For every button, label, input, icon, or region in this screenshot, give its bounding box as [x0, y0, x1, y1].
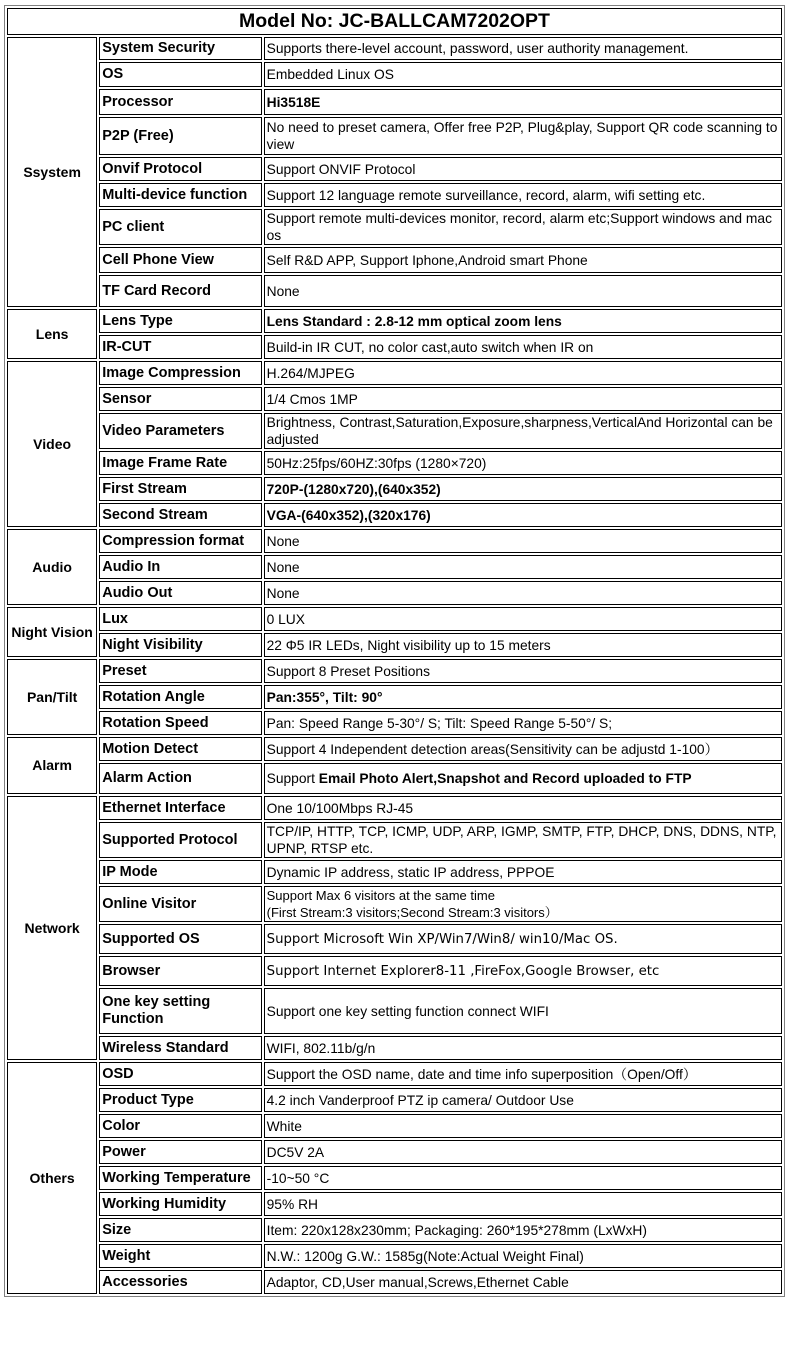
- spec-value: One 10/100Mbps RJ-45: [264, 796, 782, 820]
- spec-value: -10~50 °C: [264, 1166, 782, 1190]
- spec-label: Alarm Action: [99, 763, 261, 794]
- spec-row: [7, 157, 782, 181]
- spec-row: [7, 309, 782, 333]
- spec-label: Preset: [99, 659, 261, 683]
- spec-row: [7, 477, 782, 501]
- spec-value: Support 12 language remote surveillance, record, alarm, wifi setting etc.: [264, 183, 782, 207]
- spec-label: IR-CUT: [99, 335, 261, 359]
- spec-value: None: [264, 529, 782, 553]
- spec-label: Product Type: [99, 1088, 261, 1112]
- spec-value: None: [264, 275, 782, 307]
- spec-row: [7, 1088, 782, 1112]
- spec-value: None: [264, 581, 782, 605]
- spec-label: Sensor: [99, 387, 261, 411]
- spec-row: [7, 956, 782, 986]
- spec-row: [7, 822, 782, 858]
- spec-row: [7, 275, 782, 307]
- spec-label: Compression format: [99, 529, 261, 553]
- spec-row: [7, 413, 782, 449]
- spec-row: [7, 529, 782, 553]
- spec-value: 0 LUX: [264, 607, 782, 631]
- spec-label: Image Compression: [99, 361, 261, 385]
- spec-row: [7, 737, 782, 761]
- spec-label: Rotation Speed: [99, 711, 261, 735]
- spec-row: [7, 1036, 782, 1060]
- spec-label: System Security: [99, 37, 261, 60]
- spec-row: [7, 659, 782, 683]
- spec-row: [7, 924, 782, 954]
- spec-row: [7, 451, 782, 475]
- spec-value-emphasis: Email Photo Alert,Snapshot and Record uploaded to FTP: [318, 771, 692, 786]
- spec-value: 50Hz:25fps/60HZ:30fps (1280×720): [264, 451, 782, 475]
- spec-row: [7, 711, 782, 735]
- spec-row: [7, 387, 782, 411]
- spec-value: Hi3518E: [264, 89, 782, 115]
- spec-value: Self R&D APP, Support Iphone,Android smart Phone: [264, 247, 782, 273]
- spec-value: VGA-(640x352),(320x176): [264, 503, 782, 527]
- spec-value: Support 8 Preset Positions: [264, 659, 782, 683]
- spec-value: 720P-(1280x720),(640x352): [264, 477, 782, 501]
- spec-label: Power: [99, 1140, 261, 1164]
- section-label: Video: [7, 361, 97, 527]
- spec-row: [7, 886, 782, 922]
- spec-value: Support ONVIF Protocol: [264, 157, 782, 181]
- section-label: Network: [7, 796, 97, 1060]
- spec-row: [7, 89, 782, 115]
- spec-row: [7, 581, 782, 605]
- spec-value: N.W.: 1200g G.W.: 1585g(Note:Actual Weight Final): [264, 1244, 782, 1268]
- spec-value: Supports there-level account, password, user authority management.: [264, 37, 782, 60]
- spec-label: PC client: [99, 209, 261, 245]
- section-label: Pan/Tilt: [7, 659, 97, 735]
- spec-label: Supported OS: [99, 924, 261, 954]
- spec-value: Build-in IR CUT, no color cast,auto switch when IR on: [264, 335, 782, 359]
- spec-value: None: [264, 555, 782, 579]
- spec-label: TF Card Record: [99, 275, 261, 307]
- spec-value: 22 Φ5 IR LEDs, Night visibility up to 15 meters: [264, 633, 782, 657]
- spec-value: Support 4 Independent detection areas(Sensitivity can be adjustd 1-100）: [264, 737, 782, 761]
- spec-label: Motion Detect: [99, 737, 261, 761]
- spec-label: One key setting Function: [99, 988, 261, 1034]
- spec-value: Embedded Linux OS: [264, 62, 782, 87]
- spec-value: Support one key setting function connect WIFI: [264, 988, 782, 1034]
- spec-label: Color: [99, 1114, 261, 1138]
- spec-value: 95% RH: [264, 1192, 782, 1216]
- section-label: Lens: [7, 309, 97, 359]
- spec-row: [7, 209, 782, 245]
- spec-value: Lens Standard : 2.8-12 mm optical zoom lens: [264, 309, 782, 333]
- section-label: Ssystem: [7, 37, 97, 307]
- spec-label: OSD: [99, 1062, 261, 1086]
- spec-label: Multi-device function: [99, 183, 261, 207]
- spec-label: Online Visitor: [99, 886, 261, 922]
- spec-value: Support remote multi-devices monitor, record, alarm etc;Support windows and mac os: [264, 209, 782, 245]
- section-label: Night Vision: [7, 607, 97, 657]
- spec-value: Support the OSD name, date and time info superposition（Open/Off）: [264, 1062, 782, 1086]
- spec-value: Brightness, Contrast,Saturation,Exposure,sharpness,VerticalAnd Horizontal can be adjusted: [264, 413, 782, 449]
- spec-label: OS: [99, 62, 261, 87]
- spec-row: [7, 1270, 782, 1294]
- spec-label: Audio In: [99, 555, 261, 579]
- spec-value: Support Internet Explorer8-11 ,FireFox,Google Browser, etc: [264, 956, 782, 986]
- spec-value: No need to preset camera, Offer free P2P, Plug&play, Support QR code scanning to view: [264, 117, 782, 155]
- spec-label: Onvif Protocol: [99, 157, 261, 181]
- spec-row: [7, 988, 782, 1034]
- spec-label: Audio Out: [99, 581, 261, 605]
- spec-row: [7, 62, 782, 87]
- spec-label: Lens Type: [99, 309, 261, 333]
- spec-value: Pan:355°, Tilt: 90°: [264, 685, 782, 709]
- spec-value: Pan: Speed Range 5-30°/ S; Tilt: Speed Range 5-50°/ S;: [264, 711, 782, 735]
- spec-value: Adaptor, CD,User manual,Screws,Ethernet Cable: [264, 1270, 782, 1294]
- spec-row: [7, 555, 782, 579]
- spec-label: Lux: [99, 607, 261, 631]
- spec-label: Night Visibility: [99, 633, 261, 657]
- spec-row: [7, 607, 782, 631]
- spec-row: [7, 1166, 782, 1190]
- model-title: Model No: JC-BALLCAM7202OPT: [7, 8, 782, 35]
- spec-value: White: [264, 1114, 782, 1138]
- spec-label: Image Frame Rate: [99, 451, 261, 475]
- spec-label: Weight: [99, 1244, 261, 1268]
- spec-label: First Stream: [99, 477, 261, 501]
- section-label: Alarm: [7, 737, 97, 794]
- spec-value: Dynamic IP address, static IP address, PPPOE: [264, 860, 782, 884]
- spec-table-body: [7, 8, 782, 1294]
- spec-value: Item: 220x128x230mm; Packaging: 260*195*278mm (LxWxH): [264, 1218, 782, 1242]
- title-row: [7, 8, 782, 35]
- spec-value: [264, 763, 782, 794]
- spec-row: [7, 1218, 782, 1242]
- spec-label: Processor: [99, 89, 261, 115]
- spec-row: [7, 633, 782, 657]
- spec-row: [7, 183, 782, 207]
- spec-row: [7, 1114, 782, 1138]
- spec-row: [7, 1062, 782, 1086]
- spec-value: 1/4 Cmos 1MP: [264, 387, 782, 411]
- spec-label: P2P (Free): [99, 117, 261, 155]
- section-label: Others: [7, 1062, 97, 1294]
- spec-value: Support Microsoft Win XP/Win7/Win8/ win10/Mac OS.: [264, 924, 782, 954]
- spec-table: [4, 5, 785, 1297]
- spec-label: Video Parameters: [99, 413, 261, 449]
- spec-value-prefix: Support: [266, 771, 319, 786]
- spec-value: Support Max 6 visitors at the same time (First Stream:3 visitors;Second Stream:3 visitors）: [264, 886, 782, 922]
- section-label: Audio: [7, 529, 97, 605]
- spec-row: [7, 117, 782, 155]
- spec-row: [7, 247, 782, 273]
- spec-value: H.264/MJPEG: [264, 361, 782, 385]
- spec-row: [7, 685, 782, 709]
- spec-row: [7, 763, 782, 794]
- spec-row: [7, 503, 782, 527]
- spec-value: WIFI, 802.11b/g/n: [264, 1036, 782, 1060]
- spec-label: Ethernet Interface: [99, 796, 261, 820]
- spec-label: Wireless Standard: [99, 1036, 261, 1060]
- spec-label: Second Stream: [99, 503, 261, 527]
- spec-label: Rotation Angle: [99, 685, 261, 709]
- spec-row: [7, 335, 782, 359]
- spec-row: [7, 37, 782, 60]
- spec-value: TCP/IP, HTTP, TCP, ICMP, UDP, ARP, IGMP, SMTP, FTP, DHCP, DNS, DDNS, NTP, UPNP, RTSP etc.: [264, 822, 782, 858]
- spec-label: Working Humidity: [99, 1192, 261, 1216]
- spec-label: IP Mode: [99, 860, 261, 884]
- spec-label: Cell Phone View: [99, 247, 261, 273]
- spec-value: 4.2 inch Vanderproof PTZ ip camera/ Outdoor Use: [264, 1088, 782, 1112]
- spec-row: [7, 1140, 782, 1164]
- spec-row: [7, 1192, 782, 1216]
- spec-label: Working Temperature: [99, 1166, 261, 1190]
- spec-label: Accessories: [99, 1270, 261, 1294]
- spec-row: [7, 1244, 782, 1268]
- spec-row: [7, 361, 782, 385]
- spec-row: [7, 796, 782, 820]
- spec-label: Browser: [99, 956, 261, 986]
- spec-label: Supported Protocol: [99, 822, 261, 858]
- spec-row: [7, 860, 782, 884]
- spec-value: DC5V 2A: [264, 1140, 782, 1164]
- spec-label: Size: [99, 1218, 261, 1242]
